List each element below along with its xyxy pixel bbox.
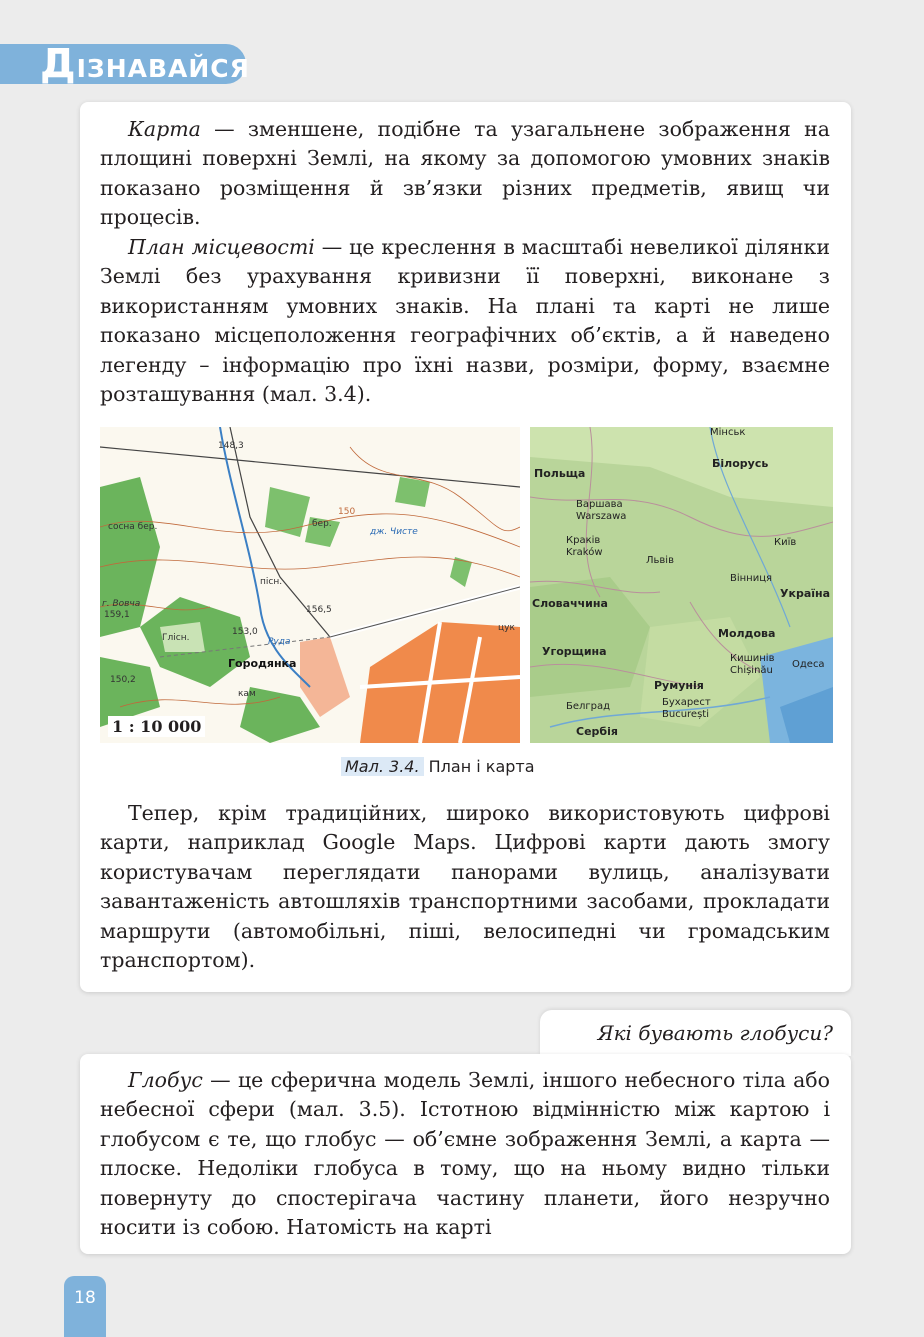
plan-label-height-5: 150,2: [110, 675, 136, 685]
map-label-chisinau-local: Chișinău: [730, 665, 773, 676]
page-number-tab: [64, 1276, 106, 1337]
question-tab: [540, 1010, 851, 1056]
map-label-ukraine: Україна: [780, 587, 831, 600]
map-label-odesa: Одеса: [792, 659, 825, 670]
content-card: [80, 102, 851, 992]
plan-label-height-4: 159,1: [104, 610, 130, 620]
plan-label-birch: бер.: [312, 519, 332, 529]
map-label-slovakia: Словаччина: [532, 597, 608, 610]
map-label-belgrade: Белград: [566, 701, 611, 712]
figure-caption: [341, 754, 535, 780]
map-label-warsaw-local: Warszawa: [576, 511, 627, 522]
map-label-krakow-local: Kraków: [566, 547, 603, 558]
plan-scale: 1 : 10 000: [108, 716, 205, 737]
plan-drawing: [100, 427, 520, 743]
section-banner-title: ДІЗНАВАЙСЯ: [40, 41, 250, 87]
plan-label-contour: 150: [338, 507, 356, 517]
plan-label-sand: пісн.: [260, 577, 283, 587]
term-globe: Глобус: [128, 1068, 203, 1092]
figure-caption-text: План і карта: [428, 757, 535, 776]
map-label-bucharest-local: București: [662, 709, 709, 720]
definition-plan: План місцевості — це креслення в масштабі невеликої ділянки Землі без урахування кривизни її поверхні, виконане з використанням умовних знаків. На плані та карті не лише показано місцеположення географічних об’єктів, а й наведено легенду – інформацію про їхні назви, розміри, форму, взаємне розташування (мал. 3.4).: [100, 235, 830, 407]
definition-map: Карта — зменшене, подібне та узагальнене зображення на площині поверхні Землі, на якому за допомогою умовних знаків показано розміщення й зв’язки різних предметів, явищ чи процесів.: [100, 117, 830, 230]
map-label-krakow: Краків: [566, 535, 601, 546]
map-label-minsk: Мінськ: [710, 427, 746, 438]
map-label-belarus: Білорусь: [712, 457, 769, 470]
map-label-bucharest: Бухарест: [662, 697, 711, 708]
plan-label-hill: г. Вовча: [102, 599, 141, 609]
globe-card: [80, 1054, 851, 1254]
term-map: Карта: [128, 117, 201, 141]
map-label-warsaw: Варшава: [576, 499, 623, 510]
plan-label-spring: дж. Чисте: [370, 527, 418, 537]
map-label-kyiv: Київ: [774, 537, 797, 548]
map-label-lviv: Львів: [646, 555, 674, 566]
definition-globe: Глобус — це сферична модель Землі, іншого небесного тіла або небесної сфери (мал. 3.5). Істотною відмінністю між картою і глобусом є те, що глобус — об’ємне зображення Землі, а карта — плоске. Недоліки глобуса в тому, що на ньому видно тільки повернуту до спостерігача частину планети, його незручно носити із собою. Натомість на карті: [100, 1068, 830, 1240]
map-figure: [530, 427, 833, 743]
plan-label-village: Городянка: [228, 657, 297, 670]
plan-label-stream: Руда: [268, 637, 291, 647]
term-plan: План місцевості: [128, 235, 315, 259]
plan-label-height-2: 153,0: [232, 627, 258, 637]
plan-label-stone: кам: [238, 689, 256, 699]
digital-maps-paragraph: Тепер, крім традиційних, широко використовують цифрові карти, наприклад Google Maps. Цифрові карти дають змогу користувачам переглядати панорами вулиць, аналізувати завантаженість автошляхів транспортними засобами, прокладати маршрути (автомобільні, піші, велосипедні чи громадським транспортом).: [100, 801, 830, 973]
plan-label-forest-1: сосна бер.: [108, 522, 158, 532]
plan-label-factory: цук: [498, 623, 515, 633]
figure-number: Мал. 3.4.: [341, 757, 424, 776]
map-label-poland: Польща: [534, 467, 586, 480]
map-label-romania: Румунія: [654, 679, 704, 692]
plan-figure: [100, 427, 520, 743]
plan-label-height-1: 148,3: [218, 441, 244, 451]
map-label-serbia: Сербія: [576, 725, 618, 738]
question-heading: Які бувають глобуси?: [597, 1021, 833, 1045]
map-label-hungary: Угорщина: [542, 645, 607, 658]
map-label-chisinau: Кишинів: [730, 653, 775, 664]
map-label-moldova: Молдова: [718, 627, 776, 640]
map-label-vinnytsia: Вінниця: [730, 573, 773, 584]
page-number: 18: [74, 1288, 96, 1308]
plan-label-height-3: 156,5: [306, 605, 332, 615]
plan-label-forest-2: Глісн.: [162, 633, 190, 643]
